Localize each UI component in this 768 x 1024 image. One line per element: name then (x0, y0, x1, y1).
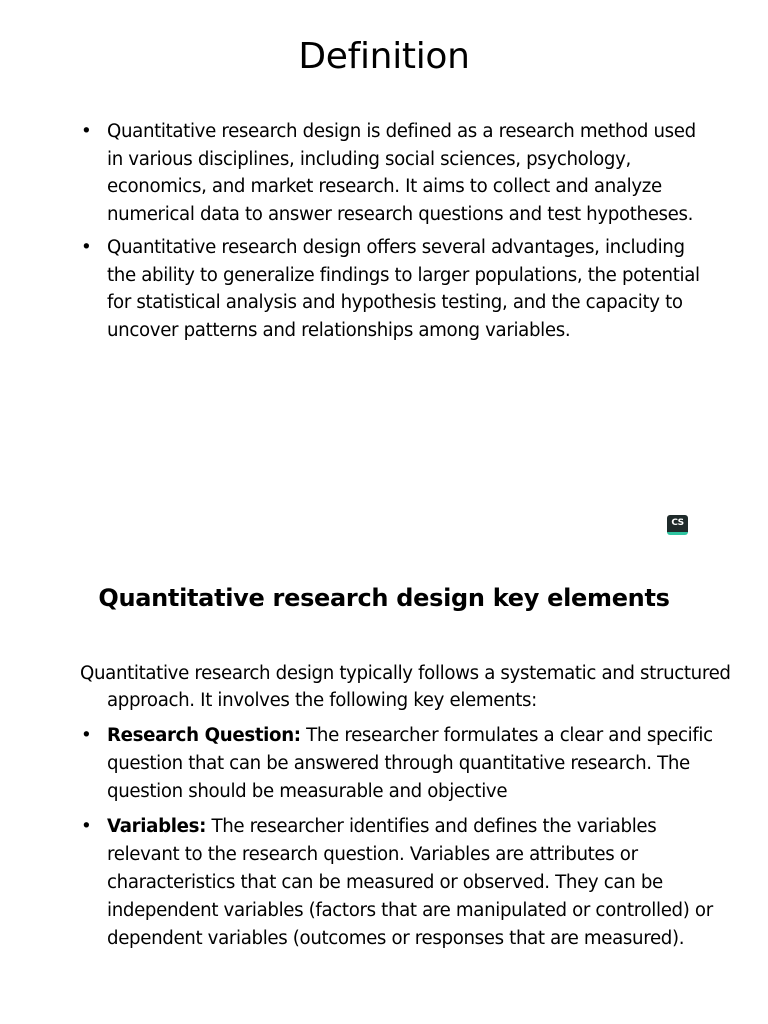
bullet-marker: • (81, 816, 92, 837)
bullet-marker: • (81, 121, 92, 142)
bullet-term: Research Question: (107, 725, 301, 746)
bullet-marker: • (81, 725, 92, 746)
bullet-text: The researcher formulates a clear and specific question that can be answered through quantitative research. The question should be measurable and objective (107, 725, 713, 802)
slide-title-definition: Definition (298, 36, 470, 77)
slide-title-key-elements: Quantitative research design key elements (98, 584, 670, 612)
bullet-term: Variables: (107, 816, 207, 837)
bullet-text: Quantitative research design is defined as a research method used in various disciplines, including social sciences, psychology, economics, and market research. It aims to collect and analyze numerical data to answer research questions and test hypotheses. (107, 121, 696, 225)
key-elements-bullet-list (80, 722, 720, 960)
bullet-text: Quantitative research design offers several advantages, including the ability to generalize findings to larger populations, the potential for statistical analysis and hypothesis testing, and the capacity to uncover patterns and relationships among variables. (107, 237, 700, 341)
research-question-bullet (80, 722, 720, 806)
bullet-text: The researcher identifies and defines the variables relevant to the research question. Variables are attributes or characteristics that can be measured or observed. They can be independent variables (factors that are manipulated or controlled) or dependent variables (outcomes or responses that are measured). (107, 816, 713, 949)
bullet-marker: • (81, 237, 92, 258)
camscanner-logo-icon: CS (667, 515, 688, 535)
key-elements-slide (0, 560, 768, 1024)
definition-slide (0, 0, 768, 500)
intro-paragraph: Quantitative research design typically follows a systematic and structured approach. It involves the following key elements: (80, 663, 731, 711)
advantages-bullet (80, 234, 700, 344)
definition-bullet-list (80, 118, 700, 350)
variables-bullet (80, 813, 720, 953)
definition-bullet (80, 118, 700, 228)
